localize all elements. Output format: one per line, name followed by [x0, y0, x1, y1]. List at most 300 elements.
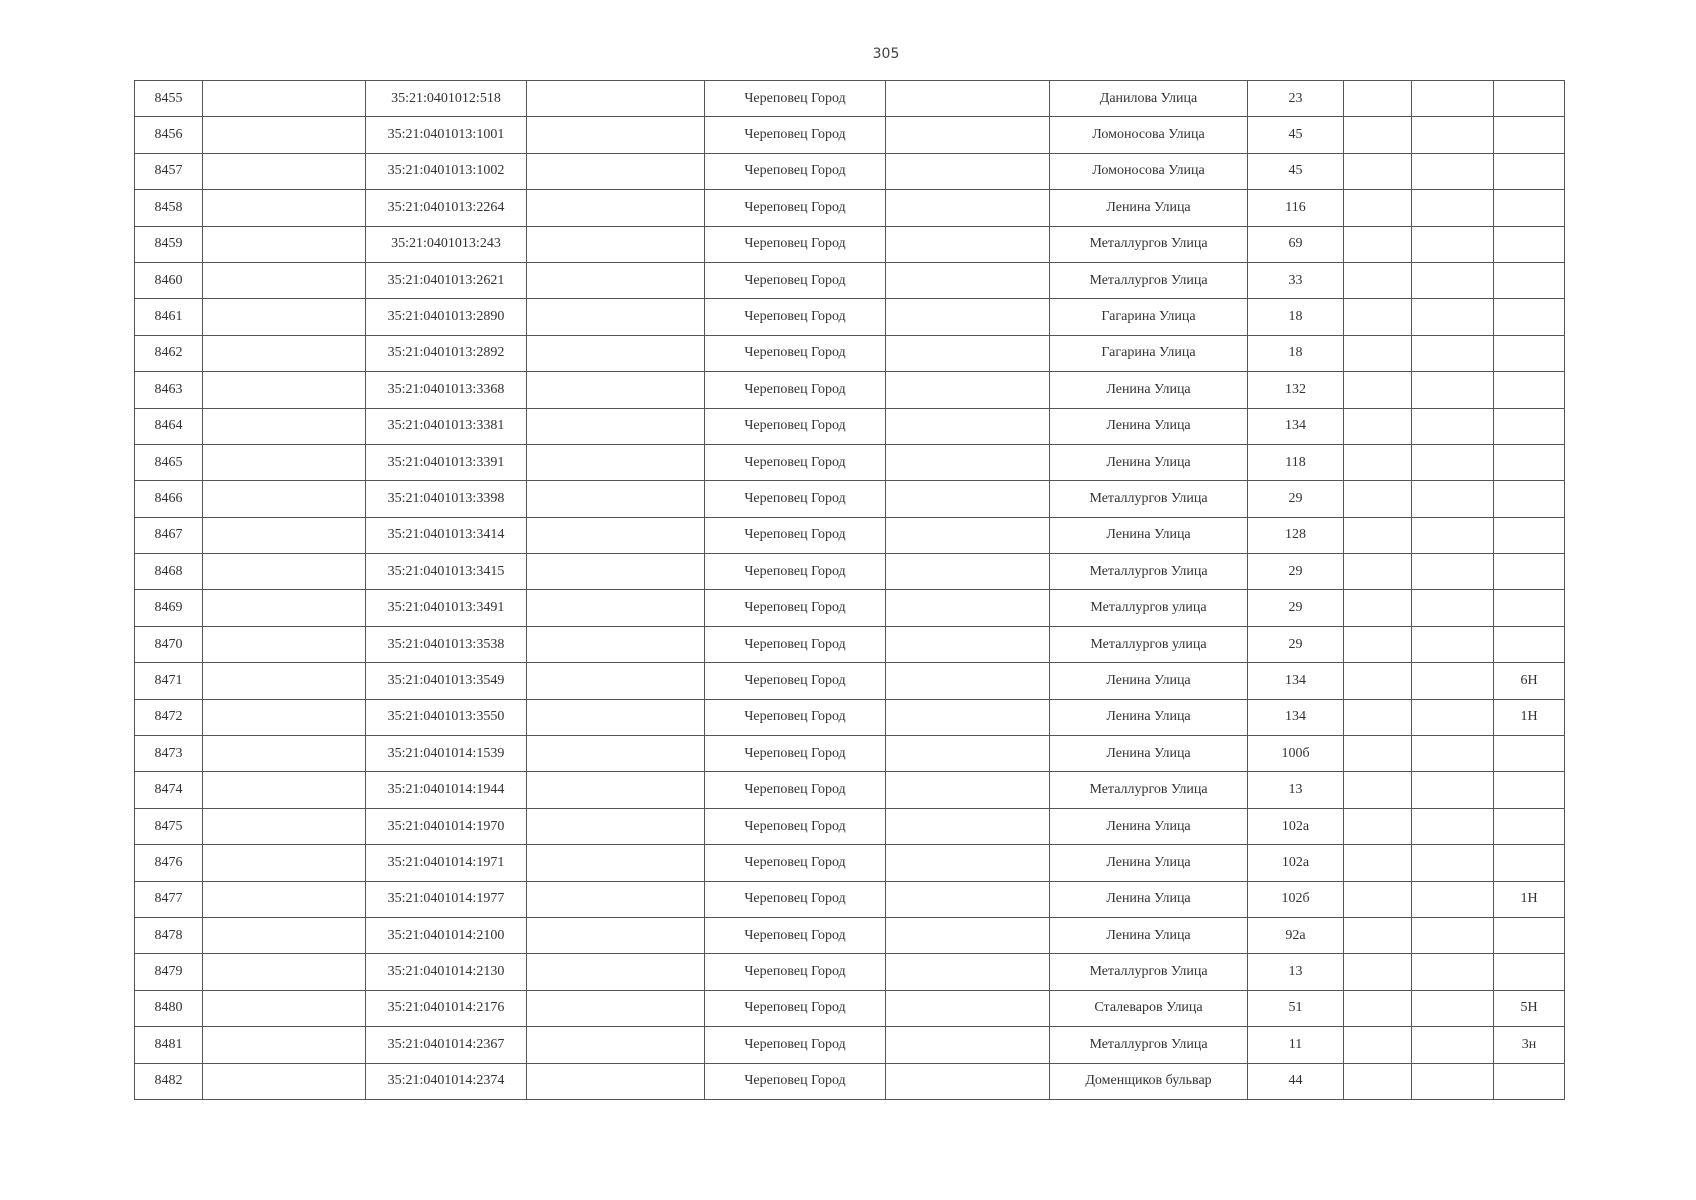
empty-cell	[1412, 554, 1494, 590]
empty-cell	[886, 1063, 1050, 1099]
row-number-cell: 8473	[135, 736, 203, 772]
cadastral-number-cell: 35:21:0401014:1539	[366, 736, 527, 772]
house-number-cell: 69	[1248, 226, 1344, 262]
empty-cell	[886, 444, 1050, 480]
street-cell: Ленина Улица	[1050, 881, 1248, 917]
empty-cell	[1412, 117, 1494, 153]
empty-cell	[886, 226, 1050, 262]
city-cell: Череповец Город	[705, 444, 886, 480]
row-number-cell: 8480	[135, 990, 203, 1026]
empty-cell	[886, 190, 1050, 226]
empty-cell	[1412, 262, 1494, 298]
room-cell: 6Н	[1494, 663, 1565, 699]
cadastral-number-cell: 35:21:0401013:3415	[366, 554, 527, 590]
room-cell	[1494, 408, 1565, 444]
street-cell: Гагарина Улица	[1050, 299, 1248, 335]
empty-cell	[886, 81, 1050, 117]
street-cell: Ломоносова Улица	[1050, 117, 1248, 153]
empty-cell	[1344, 845, 1412, 881]
empty-cell	[527, 1063, 705, 1099]
row-number-cell: 8457	[135, 153, 203, 189]
empty-cell	[203, 990, 366, 1026]
empty-cell	[203, 153, 366, 189]
empty-cell	[203, 881, 366, 917]
street-cell: Ленина Улица	[1050, 736, 1248, 772]
city-cell: Череповец Город	[705, 81, 886, 117]
street-cell: Ленина Улица	[1050, 517, 1248, 553]
empty-cell	[203, 1063, 366, 1099]
empty-cell	[203, 808, 366, 844]
empty-cell	[886, 517, 1050, 553]
row-number-cell: 8478	[135, 917, 203, 953]
empty-cell	[527, 626, 705, 662]
empty-cell	[203, 663, 366, 699]
room-cell	[1494, 335, 1565, 371]
room-cell	[1494, 1063, 1565, 1099]
empty-cell	[1412, 626, 1494, 662]
empty-cell	[1412, 335, 1494, 371]
page-number	[0, 46, 1696, 62]
house-number-cell: 18	[1248, 335, 1344, 371]
cadastral-number-cell: 35:21:0401014:2367	[366, 1027, 527, 1063]
city-cell: Череповец Город	[705, 299, 886, 335]
empty-cell	[527, 917, 705, 953]
room-cell	[1494, 808, 1565, 844]
cadastral-number-cell: 35:21:0401014:1970	[366, 808, 527, 844]
city-cell: Череповец Город	[705, 845, 886, 881]
empty-cell	[527, 444, 705, 480]
empty-cell	[1344, 1063, 1412, 1099]
table-row	[135, 626, 1565, 662]
table-row	[135, 954, 1565, 990]
empty-cell	[527, 808, 705, 844]
empty-cell	[1412, 153, 1494, 189]
table-row	[135, 153, 1565, 189]
cadastral-number-cell: 35:21:0401014:1944	[366, 772, 527, 808]
empty-cell	[1412, 81, 1494, 117]
cadastral-number-cell: 35:21:0401014:2130	[366, 954, 527, 990]
street-cell: Металлургов Улица	[1050, 1027, 1248, 1063]
empty-cell	[203, 190, 366, 226]
empty-cell	[527, 117, 705, 153]
cadastral-number-cell: 35:21:0401013:3538	[366, 626, 527, 662]
empty-cell	[1412, 845, 1494, 881]
registry-table	[134, 80, 1565, 1100]
empty-cell	[1344, 954, 1412, 990]
table-row	[135, 190, 1565, 226]
room-cell: 1Н	[1494, 881, 1565, 917]
city-cell: Череповец Город	[705, 554, 886, 590]
city-cell: Череповец Город	[705, 335, 886, 371]
room-cell	[1494, 772, 1565, 808]
empty-cell	[527, 736, 705, 772]
empty-cell	[527, 81, 705, 117]
empty-cell	[1344, 554, 1412, 590]
empty-cell	[1344, 226, 1412, 262]
house-number-cell: 134	[1248, 663, 1344, 699]
street-cell: Металлургов Улица	[1050, 772, 1248, 808]
empty-cell	[527, 262, 705, 298]
table-row	[135, 845, 1565, 881]
empty-cell	[1412, 663, 1494, 699]
room-cell	[1494, 372, 1565, 408]
empty-cell	[886, 262, 1050, 298]
row-number-cell: 8471	[135, 663, 203, 699]
house-number-cell: 134	[1248, 408, 1344, 444]
empty-cell	[527, 153, 705, 189]
table-row	[135, 117, 1565, 153]
street-cell: Ленина Улица	[1050, 372, 1248, 408]
empty-cell	[886, 408, 1050, 444]
city-cell: Череповец Город	[705, 117, 886, 153]
empty-cell	[1412, 590, 1494, 626]
city-cell: Череповец Город	[705, 262, 886, 298]
empty-cell	[203, 699, 366, 735]
cadastral-number-cell: 35:21:0401014:1977	[366, 881, 527, 917]
cadastral-number-cell: 35:21:0401013:3368	[366, 372, 527, 408]
empty-cell	[886, 736, 1050, 772]
row-number-cell: 8460	[135, 262, 203, 298]
street-cell: Ленина Улица	[1050, 917, 1248, 953]
cadastral-number-cell: 35:21:0401014:1971	[366, 845, 527, 881]
empty-cell	[1344, 190, 1412, 226]
row-number-cell: 8477	[135, 881, 203, 917]
city-cell: Череповец Город	[705, 1063, 886, 1099]
city-cell: Череповец Город	[705, 1027, 886, 1063]
empty-cell	[527, 408, 705, 444]
city-cell: Череповец Город	[705, 954, 886, 990]
row-number-cell: 8466	[135, 481, 203, 517]
room-cell	[1494, 845, 1565, 881]
row-number-cell: 8469	[135, 590, 203, 626]
row-number-cell: 8482	[135, 1063, 203, 1099]
empty-cell	[527, 663, 705, 699]
empty-cell	[1344, 444, 1412, 480]
table-row	[135, 262, 1565, 298]
empty-cell	[886, 845, 1050, 881]
empty-cell	[886, 663, 1050, 699]
room-cell	[1494, 626, 1565, 662]
street-cell: Металлургов Улица	[1050, 954, 1248, 990]
empty-cell	[203, 736, 366, 772]
house-number-cell: 11	[1248, 1027, 1344, 1063]
city-cell: Череповец Город	[705, 699, 886, 735]
city-cell: Череповец Город	[705, 517, 886, 553]
empty-cell	[527, 1027, 705, 1063]
row-number-cell: 8456	[135, 117, 203, 153]
empty-cell	[1344, 117, 1412, 153]
row-number-cell: 8472	[135, 699, 203, 735]
empty-cell	[203, 117, 366, 153]
row-number-cell: 8463	[135, 372, 203, 408]
empty-cell	[203, 772, 366, 808]
house-number-cell: 23	[1248, 81, 1344, 117]
empty-cell	[1344, 990, 1412, 1026]
table-row	[135, 1027, 1565, 1063]
street-cell: Ленина Улица	[1050, 663, 1248, 699]
empty-cell	[203, 954, 366, 990]
city-cell: Череповец Город	[705, 153, 886, 189]
street-cell: Металлургов Улица	[1050, 481, 1248, 517]
room-cell	[1494, 444, 1565, 480]
empty-cell	[1344, 808, 1412, 844]
room-cell: 3н	[1494, 1027, 1565, 1063]
table-row	[135, 226, 1565, 262]
empty-cell	[1344, 299, 1412, 335]
house-number-cell: 134	[1248, 699, 1344, 735]
row-number-cell: 8461	[135, 299, 203, 335]
empty-cell	[1344, 663, 1412, 699]
house-number-cell: 18	[1248, 299, 1344, 335]
city-cell: Череповец Город	[705, 590, 886, 626]
empty-cell	[1412, 881, 1494, 917]
empty-cell	[1412, 917, 1494, 953]
cadastral-number-cell: 35:21:0401013:3381	[366, 408, 527, 444]
table-row	[135, 335, 1565, 371]
table-row	[135, 1063, 1565, 1099]
page-number-text: 305	[872, 46, 900, 62]
city-cell: Череповец Город	[705, 881, 886, 917]
empty-cell	[1344, 699, 1412, 735]
house-number-cell: 29	[1248, 481, 1344, 517]
empty-cell	[203, 408, 366, 444]
empty-cell	[886, 917, 1050, 953]
house-number-cell: 132	[1248, 372, 1344, 408]
city-cell: Череповец Город	[705, 481, 886, 517]
city-cell: Череповец Город	[705, 736, 886, 772]
empty-cell	[1344, 335, 1412, 371]
empty-cell	[886, 699, 1050, 735]
house-number-cell: 116	[1248, 190, 1344, 226]
empty-cell	[886, 808, 1050, 844]
room-cell	[1494, 190, 1565, 226]
table-row	[135, 517, 1565, 553]
cadastral-number-cell: 35:21:0401013:2264	[366, 190, 527, 226]
empty-cell	[203, 917, 366, 953]
empty-cell	[527, 881, 705, 917]
cadastral-number-cell: 35:21:0401013:2621	[366, 262, 527, 298]
empty-cell	[203, 81, 366, 117]
table-body	[135, 81, 1565, 1100]
empty-cell	[203, 517, 366, 553]
row-number-cell: 8462	[135, 335, 203, 371]
empty-cell	[886, 990, 1050, 1026]
empty-cell	[886, 590, 1050, 626]
cadastral-number-cell: 35:21:0401013:1001	[366, 117, 527, 153]
empty-cell	[203, 481, 366, 517]
room-cell	[1494, 153, 1565, 189]
cadastral-number-cell: 35:21:0401013:3391	[366, 444, 527, 480]
empty-cell	[1344, 262, 1412, 298]
empty-cell	[886, 772, 1050, 808]
city-cell: Череповец Город	[705, 990, 886, 1026]
empty-cell	[886, 117, 1050, 153]
house-number-cell: 29	[1248, 554, 1344, 590]
empty-cell	[886, 481, 1050, 517]
house-number-cell: 13	[1248, 954, 1344, 990]
street-cell: Ленина Улица	[1050, 699, 1248, 735]
row-number-cell: 8476	[135, 845, 203, 881]
cadastral-number-cell: 35:21:0401013:3414	[366, 517, 527, 553]
table-row	[135, 917, 1565, 953]
row-number-cell: 8470	[135, 626, 203, 662]
table-row	[135, 881, 1565, 917]
cadastral-number-cell: 35:21:0401013:3491	[366, 590, 527, 626]
table-row	[135, 408, 1565, 444]
empty-cell	[1344, 590, 1412, 626]
empty-cell	[1344, 153, 1412, 189]
empty-cell	[527, 590, 705, 626]
empty-cell	[527, 990, 705, 1026]
room-cell: 1Н	[1494, 699, 1565, 735]
table-row	[135, 736, 1565, 772]
house-number-cell: 29	[1248, 590, 1344, 626]
table-row	[135, 372, 1565, 408]
row-number-cell: 8475	[135, 808, 203, 844]
empty-cell	[527, 772, 705, 808]
street-cell: Металлургов Улица	[1050, 554, 1248, 590]
city-cell: Череповец Город	[705, 190, 886, 226]
empty-cell	[886, 1027, 1050, 1063]
row-number-cell: 8458	[135, 190, 203, 226]
city-cell: Череповец Город	[705, 772, 886, 808]
empty-cell	[886, 881, 1050, 917]
city-cell: Череповец Город	[705, 663, 886, 699]
street-cell: Доменщиков бульвар	[1050, 1063, 1248, 1099]
table-row	[135, 808, 1565, 844]
street-cell: Сталеваров Улица	[1050, 990, 1248, 1026]
empty-cell	[203, 335, 366, 371]
cadastral-number-cell: 35:21:0401014:2176	[366, 990, 527, 1026]
empty-cell	[1412, 408, 1494, 444]
cadastral-number-cell: 35:21:0401013:2890	[366, 299, 527, 335]
empty-cell	[1344, 408, 1412, 444]
empty-cell	[1412, 699, 1494, 735]
city-cell: Череповец Город	[705, 808, 886, 844]
house-number-cell: 51	[1248, 990, 1344, 1026]
house-number-cell: 33	[1248, 262, 1344, 298]
empty-cell	[203, 554, 366, 590]
cadastral-number-cell: 35:21:0401014:2100	[366, 917, 527, 953]
empty-cell	[1344, 372, 1412, 408]
empty-cell	[1412, 808, 1494, 844]
table-row	[135, 772, 1565, 808]
cadastral-number-cell: 35:21:0401013:2892	[366, 335, 527, 371]
house-number-cell: 45	[1248, 153, 1344, 189]
empty-cell	[203, 626, 366, 662]
table-row	[135, 554, 1565, 590]
empty-cell	[203, 226, 366, 262]
empty-cell	[527, 554, 705, 590]
empty-cell	[527, 845, 705, 881]
cadastral-number-cell: 35:21:0401013:3550	[366, 699, 527, 735]
empty-cell	[886, 299, 1050, 335]
house-number-cell: 118	[1248, 444, 1344, 480]
city-cell: Череповец Город	[705, 626, 886, 662]
empty-cell	[203, 1027, 366, 1063]
cadastral-number-cell: 35:21:0401013:3398	[366, 481, 527, 517]
empty-cell	[1344, 626, 1412, 662]
empty-cell	[1412, 517, 1494, 553]
empty-cell	[527, 335, 705, 371]
empty-cell	[1344, 517, 1412, 553]
city-cell: Череповец Город	[705, 917, 886, 953]
empty-cell	[527, 699, 705, 735]
empty-cell	[203, 262, 366, 298]
cadastral-number-cell: 35:21:0401013:243	[366, 226, 527, 262]
city-cell: Череповец Город	[705, 372, 886, 408]
street-cell: Металлургов Улица	[1050, 226, 1248, 262]
table-row	[135, 481, 1565, 517]
empty-cell	[203, 444, 366, 480]
empty-cell	[886, 335, 1050, 371]
empty-cell	[1412, 1027, 1494, 1063]
cadastral-number-cell: 35:21:0401013:3549	[366, 663, 527, 699]
empty-cell	[1412, 990, 1494, 1026]
room-cell	[1494, 481, 1565, 517]
room-cell	[1494, 954, 1565, 990]
street-cell: Ленина Улица	[1050, 408, 1248, 444]
room-cell	[1494, 736, 1565, 772]
room-cell	[1494, 517, 1565, 553]
street-cell: Ленина Улица	[1050, 808, 1248, 844]
row-number-cell: 8467	[135, 517, 203, 553]
empty-cell	[886, 153, 1050, 189]
house-number-cell: 13	[1248, 772, 1344, 808]
table-row	[135, 663, 1565, 699]
empty-cell	[527, 372, 705, 408]
empty-cell	[1412, 954, 1494, 990]
empty-cell	[527, 226, 705, 262]
empty-cell	[203, 372, 366, 408]
table-row	[135, 990, 1565, 1026]
empty-cell	[1344, 1027, 1412, 1063]
empty-cell	[1344, 481, 1412, 517]
empty-cell	[1412, 1063, 1494, 1099]
row-number-cell: 8459	[135, 226, 203, 262]
room-cell	[1494, 81, 1565, 117]
street-cell: Ленина Улица	[1050, 845, 1248, 881]
empty-cell	[1412, 736, 1494, 772]
empty-cell	[886, 626, 1050, 662]
room-cell	[1494, 299, 1565, 335]
city-cell: Череповец Город	[705, 408, 886, 444]
empty-cell	[203, 845, 366, 881]
empty-cell	[1412, 444, 1494, 480]
empty-cell	[886, 372, 1050, 408]
empty-cell	[527, 190, 705, 226]
empty-cell	[1344, 81, 1412, 117]
house-number-cell: 44	[1248, 1063, 1344, 1099]
row-number-cell: 8479	[135, 954, 203, 990]
empty-cell	[1412, 481, 1494, 517]
empty-cell	[527, 517, 705, 553]
empty-cell	[527, 299, 705, 335]
room-cell: 5Н	[1494, 990, 1565, 1026]
city-cell: Череповец Город	[705, 226, 886, 262]
empty-cell	[203, 299, 366, 335]
table-row	[135, 444, 1565, 480]
street-cell: Металлургов Улица	[1050, 262, 1248, 298]
empty-cell	[1344, 917, 1412, 953]
room-cell	[1494, 590, 1565, 626]
house-number-cell: 45	[1248, 117, 1344, 153]
empty-cell	[1412, 372, 1494, 408]
row-number-cell: 8468	[135, 554, 203, 590]
street-cell: Ломоносова Улица	[1050, 153, 1248, 189]
empty-cell	[1412, 226, 1494, 262]
empty-cell	[1412, 299, 1494, 335]
